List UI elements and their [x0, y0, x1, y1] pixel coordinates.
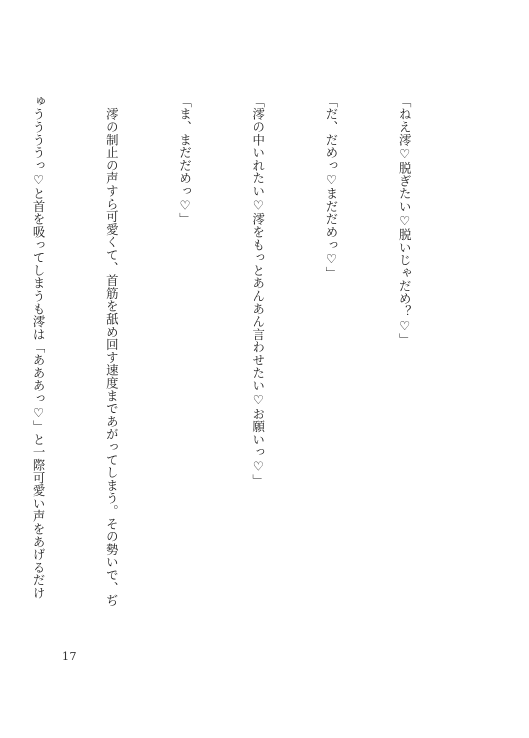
- text-line: 「ま、まだだめっ♡」: [177, 95, 193, 226]
- text-line: 「だ、だめっ♡まだだめっ♡」: [323, 95, 339, 280]
- text-line: 澪の制止の声すら可愛くて、首筋を舐め回す速度まであがってしまう。その勢いで、ぢ: [104, 95, 120, 607]
- vertical-text-body: [0, 95, 465, 655]
- text-line: 「ねえ澪♡脱ぎたい♡脱いじゃだめ？♡」: [397, 95, 413, 346]
- page-number: 17: [62, 650, 77, 663]
- text-line: 「澪の中いれたい♡澪をもっとあんあん言わせたい♡お願いっ♡」: [250, 95, 266, 487]
- text-line: ゅううううっ♡と首を吸ってしまうも澪は「あああっ♡」と一際可愛い声をあげるだけ: [31, 95, 47, 600]
